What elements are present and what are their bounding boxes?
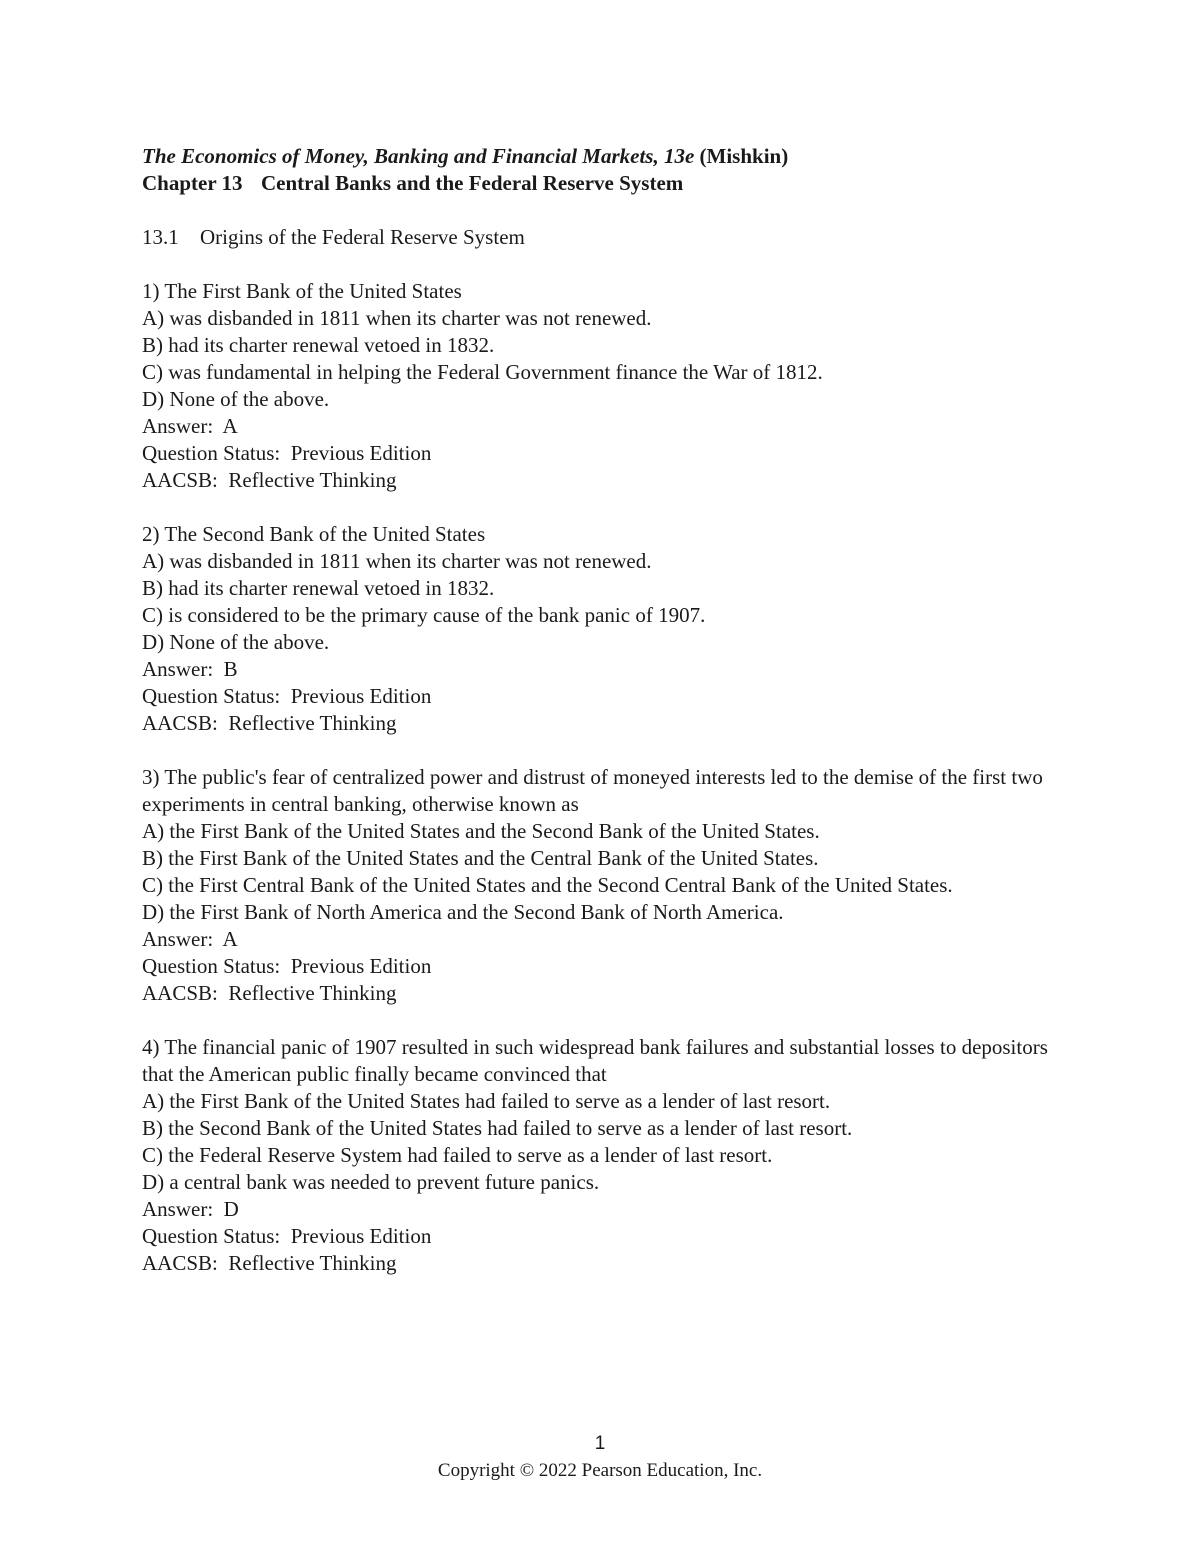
section-number: 13.1	[142, 225, 179, 249]
answer-key: Answer: D	[142, 1197, 239, 1221]
section-title: Origins of the Federal Reserve System	[200, 225, 525, 249]
answer-option: A) the First Bank of the United States and the Second Bank of the United States.	[142, 819, 820, 843]
page-content	[142, 143, 1082, 1277]
chapter-heading	[142, 170, 1082, 197]
answer-option: A) was disbanded in 1811 when its charter was not renewed.	[142, 306, 652, 330]
answer-key: Answer: A	[142, 414, 238, 438]
answer-option: D) a central bank was needed to prevent future panics.	[142, 1170, 600, 1194]
page-number: 1	[594, 1433, 606, 1454]
aacsb-tag: AACSB: Reflective Thinking	[142, 468, 397, 492]
question-block	[142, 521, 1082, 737]
question-stem: 2) The Second Bank of the United States	[142, 522, 486, 546]
answer-option: D) None of the above.	[142, 630, 330, 654]
question-status: Question Status: Previous Edition	[142, 954, 432, 978]
answer-option: C) is considered to be the primary cause of the bank panic of 1907.	[142, 603, 706, 627]
answer-option: A) the First Bank of the United States had failed to serve as a lender of last resort.	[142, 1089, 831, 1113]
answer-option: D) None of the above.	[142, 387, 330, 411]
question-block	[142, 764, 1082, 1007]
book-title-line	[142, 143, 1082, 170]
question-status: Question Status: Previous Edition	[142, 1224, 432, 1248]
aacsb-tag: AACSB: Reflective Thinking	[142, 711, 397, 735]
aacsb-tag: AACSB: Reflective Thinking	[142, 1251, 397, 1275]
book-author: (Mishkin)	[699, 144, 789, 168]
section-heading	[142, 224, 1082, 251]
aacsb-tag: AACSB: Reflective Thinking	[142, 981, 397, 1005]
answer-option: B) had its charter renewal vetoed in 1832.	[142, 576, 495, 600]
question-block	[142, 1034, 1082, 1277]
answer-option: C) the Federal Reserve System had failed to serve as a lender of last resort.	[142, 1143, 773, 1167]
answer-option: A) was disbanded in 1811 when its charter was not renewed.	[142, 549, 652, 573]
answer-option: B) the Second Bank of the United States had failed to serve as a lender of last resort.	[142, 1116, 853, 1140]
chapter-title: Central Banks and the Federal Reserve System	[261, 171, 684, 195]
question-stem: 3) The public's fear of centralized power and distrust of moneyed interests led to the demise of the first two experiments in central banking, otherwise known as	[142, 765, 1043, 816]
copyright-notice: Copyright © 2022 Pearson Education, Inc.	[437, 1460, 763, 1481]
answer-option: D) the First Bank of North America and the Second Bank of North America.	[142, 900, 784, 924]
answer-option: B) the First Bank of the United States and the Central Bank of the United States.	[142, 846, 819, 870]
answer-key: Answer: B	[142, 657, 238, 681]
chapter-label: Chapter 13	[142, 171, 243, 195]
question-stem: 4) The financial panic of 1907 resulted in such widespread bank failures and substantial losses to depositors that the American public finally became convinced that	[142, 1035, 1048, 1086]
answer-option: C) was fundamental in helping the Federal Government finance the War of 1812.	[142, 360, 823, 384]
answer-key: Answer: A	[142, 927, 238, 951]
answer-option: C) the First Central Bank of the United States and the Second Central Bank of the United States.	[142, 873, 953, 897]
question-stem: 1) The First Bank of the United States	[142, 279, 462, 303]
book-title: The Economics of Money, Banking and Financial Markets, 13e	[142, 144, 695, 168]
answer-option: B) had its charter renewal vetoed in 1832.	[142, 333, 495, 357]
question-block	[142, 278, 1082, 494]
question-status: Question Status: Previous Edition	[142, 441, 432, 465]
question-status: Question Status: Previous Edition	[142, 684, 432, 708]
